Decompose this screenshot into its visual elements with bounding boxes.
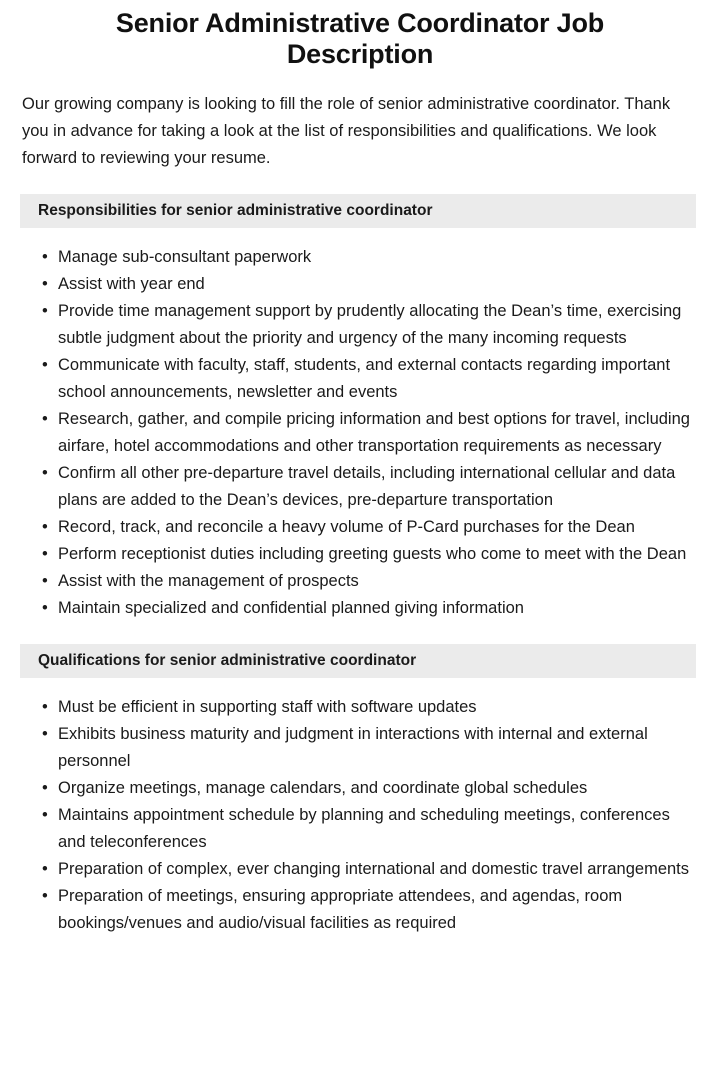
spacer bbox=[0, 228, 720, 244]
list-item: • Preparation of meetings, ensuring appropriate attendees, and agendas, room bookings/venues and audio/visual facilities as required bbox=[0, 883, 720, 937]
list-item: • Must be efficient in supporting staff with software updates bbox=[0, 694, 720, 721]
list-item: • Assist with year end bbox=[0, 271, 720, 298]
intro-paragraph: Our growing company is looking to fill the role of senior administrative coordinator. Thank you in advance for taking a look at the list of responsibilities and qualifications. We look forward to reviewing your resume. bbox=[22, 94, 671, 167]
list-item: • Communicate with faculty, staff, students, and external contacts regarding important school announcements, newsletter and events bbox=[0, 352, 720, 406]
spacer bbox=[0, 678, 720, 694]
page-title: Senior Administrative Coordinator Job Description bbox=[115, 8, 605, 70]
list-item: • Provide time management support by prudently allocating the Dean’s time, exercising subtle judgment about the priority and urgency of the many incoming requests bbox=[0, 298, 720, 352]
list-item: • Preparation of complex, ever changing international and domestic travel arrangements bbox=[0, 856, 720, 883]
section-qualifications bbox=[0, 644, 720, 937]
list-item: • Maintain specialized and confidential planned giving information bbox=[0, 595, 720, 622]
section-responsibilities bbox=[0, 194, 720, 622]
list-item: • Organize meetings, manage calendars, and coordinate global schedules bbox=[0, 775, 720, 802]
list-item: • Record, track, and reconcile a heavy volume of P-Card purchases for the Dean bbox=[0, 514, 720, 541]
list-item: • Maintains appointment schedule by planning and scheduling meetings, conferences and teleconferences bbox=[0, 802, 720, 856]
list-item: • Confirm all other pre-departure travel details, including international cellular and data plans are added to the Dean’s devices, pre-departure transportation bbox=[0, 460, 720, 514]
list-item: • Research, gather, and compile pricing information and best options for travel, including airfare, hotel accommodations and other transportation requirements as necessary bbox=[0, 406, 720, 460]
qualifications-list bbox=[0, 694, 720, 937]
list-item: • Exhibits business maturity and judgment in interactions with internal and external personnel bbox=[0, 721, 720, 775]
section-heading-responsibilities: Responsibilities for senior administrative coordinator bbox=[20, 194, 696, 228]
responsibilities-list bbox=[0, 244, 720, 622]
list-item: • Perform receptionist duties including greeting guests who come to meet with the Dean bbox=[0, 541, 720, 568]
list-item: • Assist with the management of prospects bbox=[0, 568, 720, 595]
list-item: • Manage sub-consultant paperwork bbox=[0, 244, 720, 271]
section-heading-qualifications: Qualifications for senior administrative coordinator bbox=[20, 644, 696, 678]
